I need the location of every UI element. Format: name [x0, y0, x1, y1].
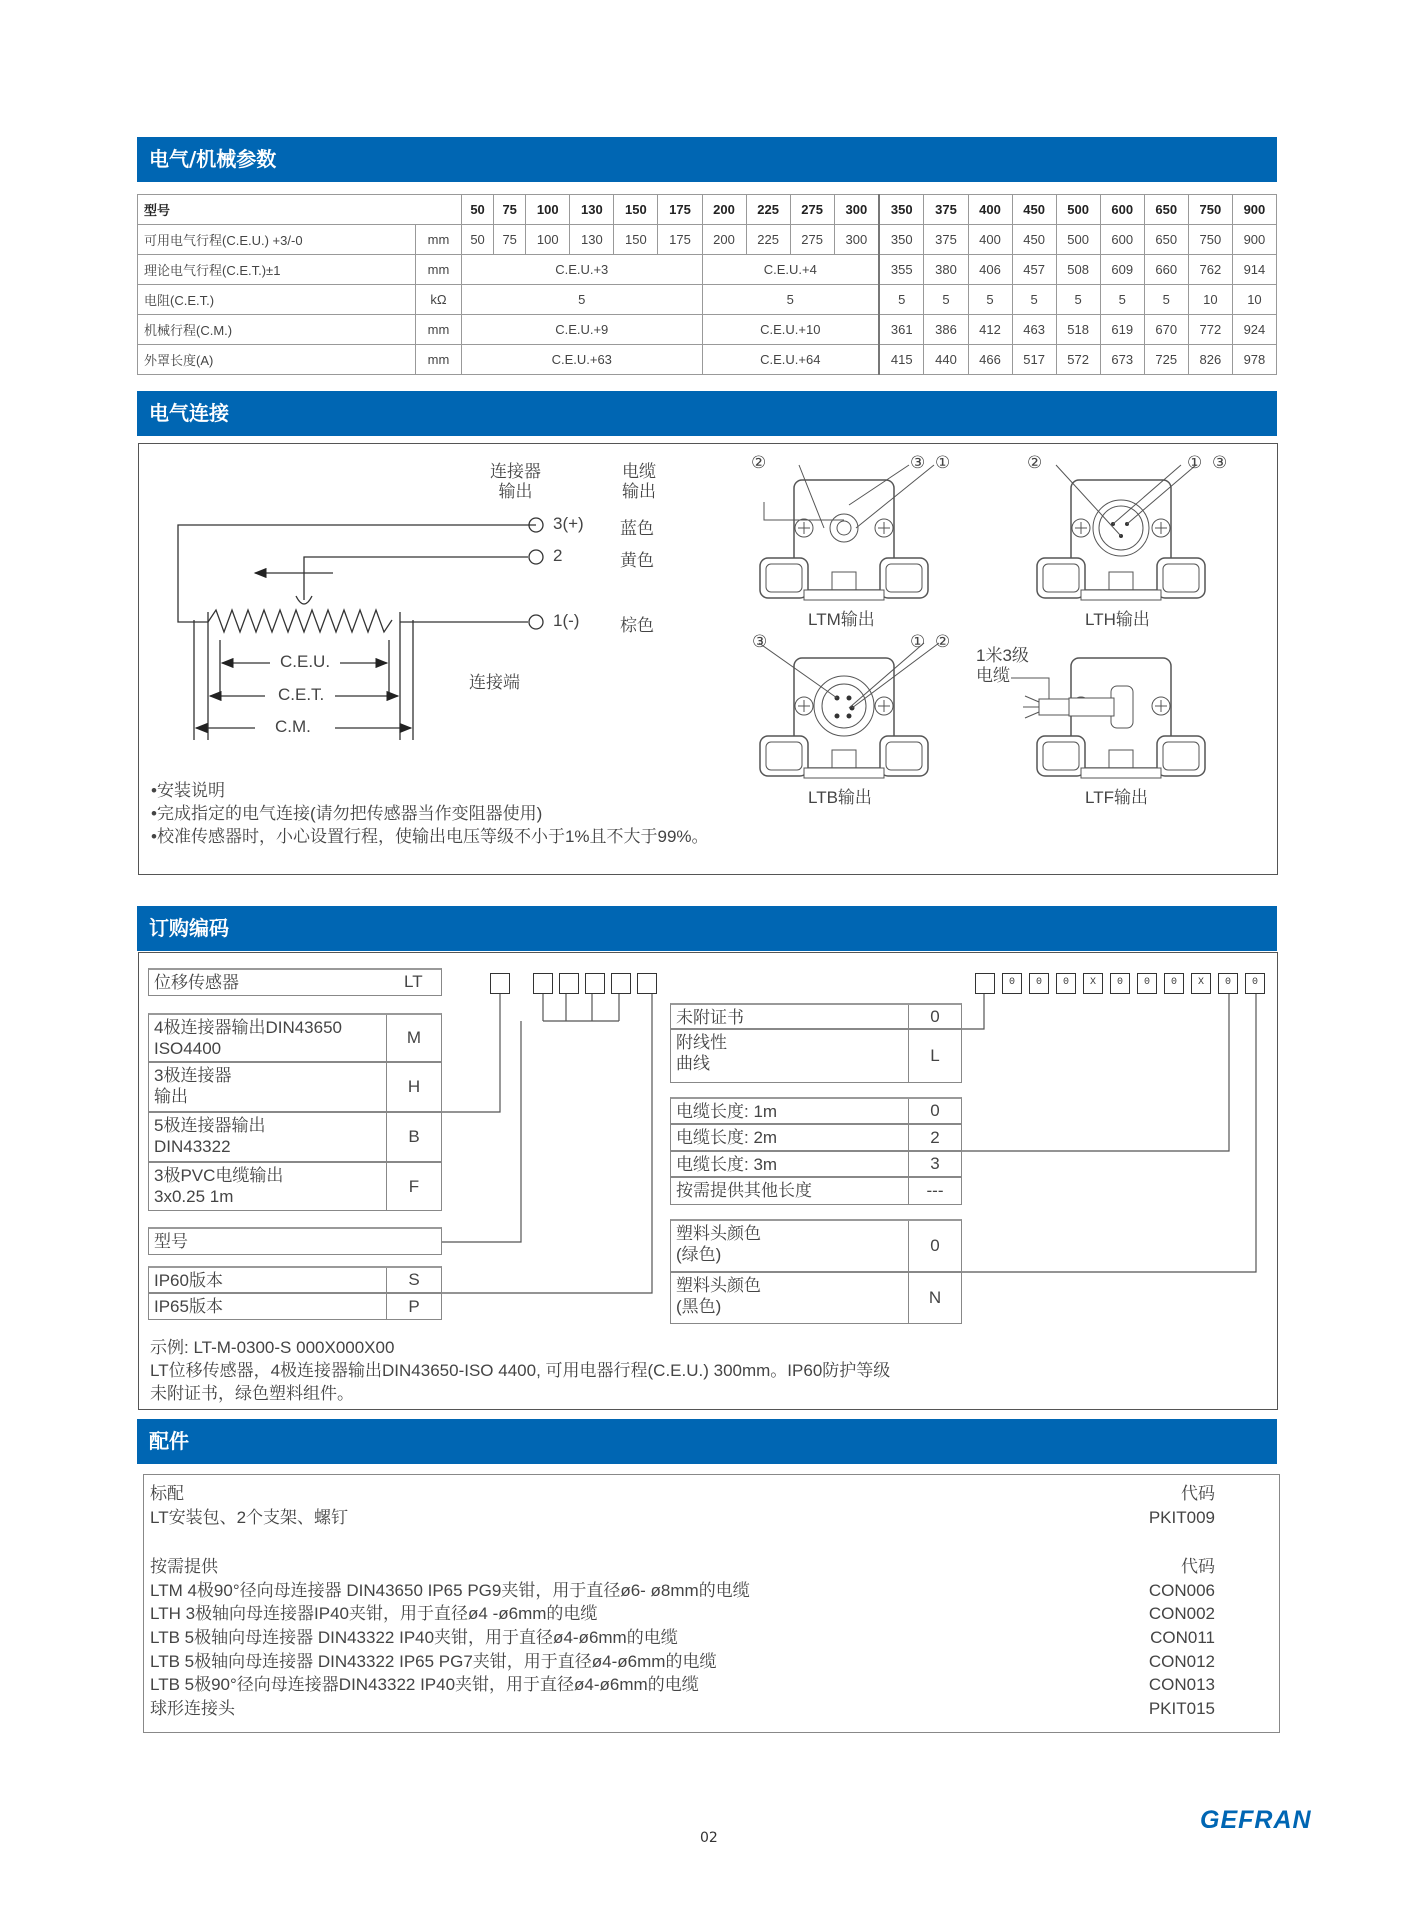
- heading-line: 输出: [622, 482, 656, 501]
- label-line: (黑色): [676, 1297, 722, 1316]
- accessory-item: [150, 1650, 1215, 1674]
- accessory-code: CON002: [1148, 1604, 1215, 1624]
- order-option-row: [670, 1124, 962, 1151]
- model-header-cell: 350: [879, 195, 924, 225]
- accessory-code: CON012: [1148, 1651, 1215, 1671]
- cet-label: C.E.T.: [275, 685, 327, 705]
- option-label: [676, 1275, 761, 1317]
- accessory-code: CON011: [1150, 1627, 1215, 1647]
- value-cell: 415: [879, 345, 924, 375]
- value-cell: 762: [1188, 255, 1232, 285]
- order-option-row: [670, 1097, 962, 1124]
- value-cell: C.E.U.+63: [462, 345, 703, 375]
- code-box: [611, 973, 631, 994]
- option-label: IP60版本: [154, 1271, 223, 1290]
- option-label: [676, 1101, 777, 1122]
- accessory-heading: [150, 1555, 1215, 1579]
- value-cell: 5: [924, 285, 968, 315]
- value-cell: 466: [968, 345, 1012, 375]
- label-line: 按需提供其他长度: [676, 1181, 812, 1200]
- order-option-row: [670, 1177, 962, 1205]
- accessory-item: [150, 1506, 1215, 1530]
- model-header-cell: 225: [746, 195, 790, 225]
- accessory-code: 代码: [1181, 1484, 1215, 1503]
- order-output-row: [148, 1112, 442, 1162]
- pin-label: 3(+): [553, 514, 584, 533]
- label-line: (绿色): [676, 1245, 722, 1264]
- wire-color: 蓝色: [620, 519, 654, 538]
- option-code: N: [908, 1273, 961, 1323]
- accessory-code: CON006: [1148, 1580, 1215, 1600]
- model-header-cell: 130: [570, 195, 614, 225]
- accessory-code: CON013: [1148, 1675, 1215, 1695]
- order-model-row: [148, 1227, 442, 1255]
- value-cell: 609: [1100, 255, 1144, 285]
- ltf-label: LTF输出: [1085, 788, 1148, 807]
- accessory-desc: 球形连接头: [150, 1698, 235, 1718]
- option-code: L: [908, 1030, 961, 1082]
- accessory-desc: LTB 5极轴向母连接器 DIN43322 IP65 PG7夹钳，用于直径ø4-ø6mm的电缆: [150, 1651, 717, 1671]
- accessory-item: [150, 1579, 1215, 1603]
- value-cell: 130: [570, 225, 614, 255]
- section-header-params: 电气/机械参数: [137, 137, 1277, 182]
- option-code: P: [386, 1294, 441, 1319]
- option-code: ---: [908, 1178, 961, 1204]
- value-cell: 5: [1100, 285, 1144, 315]
- value-cell: 5: [968, 285, 1012, 315]
- model-header-cell: 500: [1056, 195, 1100, 225]
- value-cell: 500: [1056, 225, 1100, 255]
- section-header-accessories: 配件: [137, 1419, 1277, 1464]
- section-header-ordering: 订购编码: [137, 906, 1277, 951]
- option-code: LT: [404, 972, 423, 991]
- label-line: 电缆长度: 3m: [676, 1155, 778, 1174]
- value-cell: 5: [1012, 285, 1056, 315]
- value-cell: 914: [1232, 255, 1276, 285]
- label-line: DIN43322: [154, 1137, 231, 1156]
- accessory-desc: LTM 4极90°径向母连接器 DIN43650 IP65 PG9夹钳，用于直径ø6- ø8mm的电缆: [150, 1580, 750, 1600]
- value-cell: 450: [1012, 225, 1056, 255]
- model-header-cell: 100: [526, 195, 570, 225]
- value-cell: 5: [879, 285, 924, 315]
- value-cell: 826: [1188, 345, 1232, 375]
- code-box: 0: [1056, 973, 1076, 994]
- value-cell: 673: [1100, 345, 1144, 375]
- ordering-example: [150, 1336, 890, 1405]
- accessory-desc: 按需提供: [150, 1557, 218, 1577]
- value-cell: 600: [1100, 225, 1144, 255]
- model-header-cell: 600: [1100, 195, 1144, 225]
- example-code: 示例: LT-M-0300-S 000X000X00: [150, 1338, 395, 1357]
- label-line: 3极PVC电缆输出: [154, 1166, 284, 1185]
- value-cell: 150: [614, 225, 658, 255]
- value-cell: 463: [1012, 315, 1056, 345]
- option-label: [676, 1032, 727, 1074]
- accessory-desc: LTH 3极轴向母连接器IP40夹钳，用于直径ø4 -ø6mm的电缆: [150, 1604, 598, 1624]
- option-label: 型号: [154, 1232, 188, 1251]
- value-cell: 440: [924, 345, 968, 375]
- value-cell: 900: [1232, 225, 1276, 255]
- value-cell: 300: [834, 225, 879, 255]
- value-cell: 750: [1188, 225, 1232, 255]
- lth-label: LTH输出: [1085, 610, 1150, 629]
- model-header-cell: 400: [968, 195, 1012, 225]
- model-header-cell: 375: [924, 195, 968, 225]
- option-label: [154, 1017, 342, 1059]
- option-code: 0: [908, 1099, 961, 1123]
- section-header-electrical: 电气连接: [137, 391, 1277, 436]
- option-label: [154, 1165, 283, 1207]
- value-cell: 670: [1144, 315, 1188, 345]
- value-cell: 386: [924, 315, 968, 345]
- example-description: 未附证书，绿色塑料组件。: [150, 1384, 354, 1403]
- value-cell: 772: [1188, 315, 1232, 345]
- value-cell: 457: [1012, 255, 1056, 285]
- value-cell: 380: [924, 255, 968, 285]
- label-line: 3极连接器: [154, 1066, 232, 1085]
- value-cell: 175: [658, 225, 702, 255]
- value-cell: 572: [1056, 345, 1100, 375]
- option-code: 3: [908, 1152, 961, 1176]
- value-cell: 350: [879, 225, 924, 255]
- value-cell: C.E.U.+4: [702, 255, 879, 285]
- order-output-row: [148, 1013, 442, 1062]
- heading-line: 输出: [498, 482, 533, 501]
- accessory-desc: LTB 5极90°径向母连接器DIN43322 IP40夹钳，用于直径ø4-ø6mm的电缆: [150, 1675, 699, 1695]
- note-line: •安装说明: [151, 781, 225, 800]
- pin-label: 2: [553, 546, 563, 565]
- option-code: 2: [908, 1125, 961, 1150]
- callout: ③: [752, 632, 768, 651]
- value-cell: C.E.U.+64: [702, 345, 879, 375]
- code-box: 0: [1218, 973, 1238, 994]
- label-line: 4极连接器输出DIN43650: [154, 1018, 343, 1037]
- label-line: 电缆长度: 2m: [676, 1128, 778, 1147]
- model-header-cell: 150: [614, 195, 658, 225]
- model-header-cell: 650: [1144, 195, 1188, 225]
- code-box: X: [1083, 973, 1103, 994]
- label-line: 塑料头颜色: [676, 1276, 761, 1295]
- model-header-cell: 200: [702, 195, 746, 225]
- code-box: 0: [1137, 973, 1157, 994]
- order-option-row: [670, 1029, 962, 1083]
- value-cell: 508: [1056, 255, 1100, 285]
- value-cell: 10: [1188, 285, 1232, 315]
- callout: ②: [1027, 453, 1043, 472]
- accessory-code: PKIT015: [1148, 1698, 1215, 1718]
- value-cell: 375: [924, 225, 968, 255]
- value-cell: 412: [968, 315, 1012, 345]
- order-option-row: [670, 1151, 962, 1177]
- row-label-cell: 外罩长度(A): [138, 345, 416, 375]
- note-line: 电缆: [976, 666, 1010, 685]
- model-header-cell: 75: [494, 195, 526, 225]
- value-cell: 517: [1012, 345, 1056, 375]
- code-box: 0: [1110, 973, 1130, 994]
- unit-cell: mm: [416, 315, 462, 345]
- model-header-cell: 450: [1012, 195, 1056, 225]
- order-output-row: [148, 1062, 442, 1112]
- value-cell: 406: [968, 255, 1012, 285]
- value-cell: 518: [1056, 315, 1100, 345]
- callout: ③: [1212, 453, 1228, 472]
- accessory-item: [150, 1626, 1215, 1650]
- model-header-cell: 750: [1188, 195, 1232, 225]
- label-line: 5极连接器输出: [154, 1116, 266, 1135]
- code-box: [559, 973, 579, 994]
- value-cell: 400: [968, 225, 1012, 255]
- value-cell: C.E.U.+3: [462, 255, 703, 285]
- callout: ①: [1187, 453, 1203, 472]
- option-label: [676, 1127, 777, 1148]
- note-line: 1米3级: [976, 646, 1029, 665]
- value-cell: 660: [1144, 255, 1188, 285]
- option-label: [676, 1154, 777, 1175]
- value-cell: C.E.U.+10: [702, 315, 879, 345]
- label-line: 输出: [154, 1087, 188, 1106]
- accessory-code: 代码: [1181, 1557, 1215, 1577]
- code-box: 0: [1245, 973, 1265, 994]
- value-cell: 978: [1232, 345, 1276, 375]
- order-version-row: [148, 1293, 442, 1320]
- value-cell: 619: [1100, 315, 1144, 345]
- accessory-item: [150, 1697, 1215, 1721]
- accessory-heading: [150, 1482, 1215, 1506]
- model-header-cell: 50: [462, 195, 494, 225]
- option-label: [154, 1115, 265, 1157]
- row-label-cell: 机械行程(C.M.): [138, 315, 416, 345]
- value-cell: C.E.U.+9: [462, 315, 703, 345]
- unit-cell: mm: [416, 225, 462, 255]
- order-option-row: [670, 1219, 962, 1272]
- label-line: 曲线: [676, 1054, 710, 1073]
- code-box: 0: [1002, 973, 1022, 994]
- order-output-row: [148, 1162, 442, 1211]
- value-cell: 275: [790, 225, 834, 255]
- option-code: S: [386, 1268, 441, 1292]
- accessory-desc: LTB 5极轴向母连接器 DIN43322 IP40夹钳，用于直径ø4-ø6mm的电缆: [150, 1627, 678, 1647]
- ltb-label: LTB输出: [808, 788, 872, 807]
- value-cell: 5: [1144, 285, 1188, 315]
- label-line: 3x0.25 1m: [154, 1187, 234, 1206]
- label-line: 未附证书: [676, 1008, 744, 1027]
- label-line: ISO4400: [154, 1039, 222, 1058]
- accessory-item: [150, 1673, 1215, 1697]
- callout: ①: [935, 453, 951, 472]
- accessory-desc: LT安装包、2个支架、螺钉: [150, 1507, 349, 1527]
- option-label: 位移传感器: [154, 973, 239, 992]
- spacer: [150, 1529, 1215, 1555]
- option-code: H: [386, 1063, 441, 1111]
- pin-label: 1(-): [553, 611, 580, 630]
- value-cell: 100: [526, 225, 570, 255]
- accessories-list: [150, 1482, 1215, 1720]
- model-header-cell: 900: [1232, 195, 1276, 225]
- value-cell: 200: [702, 225, 746, 255]
- model-header-cell: 275: [790, 195, 834, 225]
- unit-cell: mm: [416, 255, 462, 285]
- value-cell: 355: [879, 255, 924, 285]
- option-label: [154, 1065, 231, 1107]
- order-sensor-row: [148, 968, 442, 996]
- option-code: 0: [908, 1221, 961, 1271]
- accessory-code: PKIT009: [1148, 1507, 1215, 1527]
- wire-color: 棕色: [620, 616, 654, 635]
- label-line: 电缆长度: 1m: [676, 1102, 778, 1121]
- note-line: •完成指定的电气连接(请勿把传感器当作变阻器使用): [151, 804, 543, 823]
- option-code: F: [386, 1163, 441, 1210]
- model-header-cell: 175: [658, 195, 702, 225]
- callout: ②: [751, 453, 767, 472]
- code-box: [585, 973, 605, 994]
- unit-cell: kΩ: [416, 285, 462, 315]
- option-code: B: [386, 1113, 441, 1161]
- code-box: 0: [1029, 973, 1049, 994]
- value-cell: 725: [1144, 345, 1188, 375]
- value-cell: 5: [462, 285, 703, 315]
- code-box: 0: [1164, 973, 1184, 994]
- label-line: 附线性: [676, 1033, 727, 1052]
- header-label-cell: 型号: [138, 195, 462, 225]
- value-cell: 650: [1144, 225, 1188, 255]
- code-box: [637, 973, 657, 994]
- value-cell: 75: [494, 225, 526, 255]
- callout: ③: [910, 453, 926, 472]
- note-line: •校准传感器时，小心设置行程，使输出电压等级不小于1%且不大于99%。: [151, 827, 709, 846]
- heading-line: 连接器: [490, 462, 541, 481]
- option-label: IP65版本: [154, 1297, 223, 1316]
- value-cell: 5: [702, 285, 879, 315]
- gefran-logo: GEFRAN: [1200, 1806, 1312, 1834]
- option-label: [676, 1007, 744, 1028]
- value-cell: 10: [1232, 285, 1276, 315]
- unit-cell: mm: [416, 345, 462, 375]
- value-cell: 5: [1056, 285, 1100, 315]
- accessory-item: [150, 1602, 1215, 1626]
- code-box: [533, 973, 553, 994]
- page-number: 02: [700, 1830, 718, 1846]
- value-cell: 225: [746, 225, 790, 255]
- code-box: [975, 973, 995, 994]
- code-box: [490, 973, 510, 994]
- row-label-cell: 电阻(C.E.T.): [138, 285, 416, 315]
- code-box: X: [1191, 973, 1211, 994]
- row-label-cell: 理论电气行程(C.E.T.)±1: [138, 255, 416, 285]
- ltm-label: LTM输出: [808, 610, 875, 629]
- wire-color: 黄色: [620, 551, 654, 570]
- option-code: 0: [908, 1005, 961, 1028]
- option-code: M: [386, 1015, 441, 1061]
- ceu-label: C.E.U.: [277, 652, 333, 672]
- order-version-row: [148, 1266, 442, 1293]
- value-cell: 361: [879, 315, 924, 345]
- label-line: 塑料头颜色: [676, 1224, 761, 1243]
- value-cell: 924: [1232, 315, 1276, 345]
- heading-line: 电缆: [622, 462, 656, 481]
- value-cell: 50: [462, 225, 494, 255]
- example-description: LT位移传感器，4极连接器输出DIN43650-ISO 4400, 可用电器行程(C.E.U.) 300mm。IP60防护等级: [150, 1361, 891, 1380]
- cm-label: C.M.: [272, 717, 314, 737]
- callout: ②: [935, 632, 951, 651]
- row-label-cell: 可用电气行程(C.E.U.) +3/-0: [138, 225, 416, 255]
- order-option-row: [670, 1272, 962, 1324]
- accessory-desc: 标配: [150, 1484, 184, 1503]
- option-label: [676, 1180, 812, 1201]
- model-header-cell: 300: [834, 195, 879, 225]
- order-option-row: [670, 1003, 962, 1029]
- terminal-label: 连接端: [469, 673, 520, 692]
- callout: ①: [910, 632, 926, 651]
- option-label: [676, 1223, 761, 1265]
